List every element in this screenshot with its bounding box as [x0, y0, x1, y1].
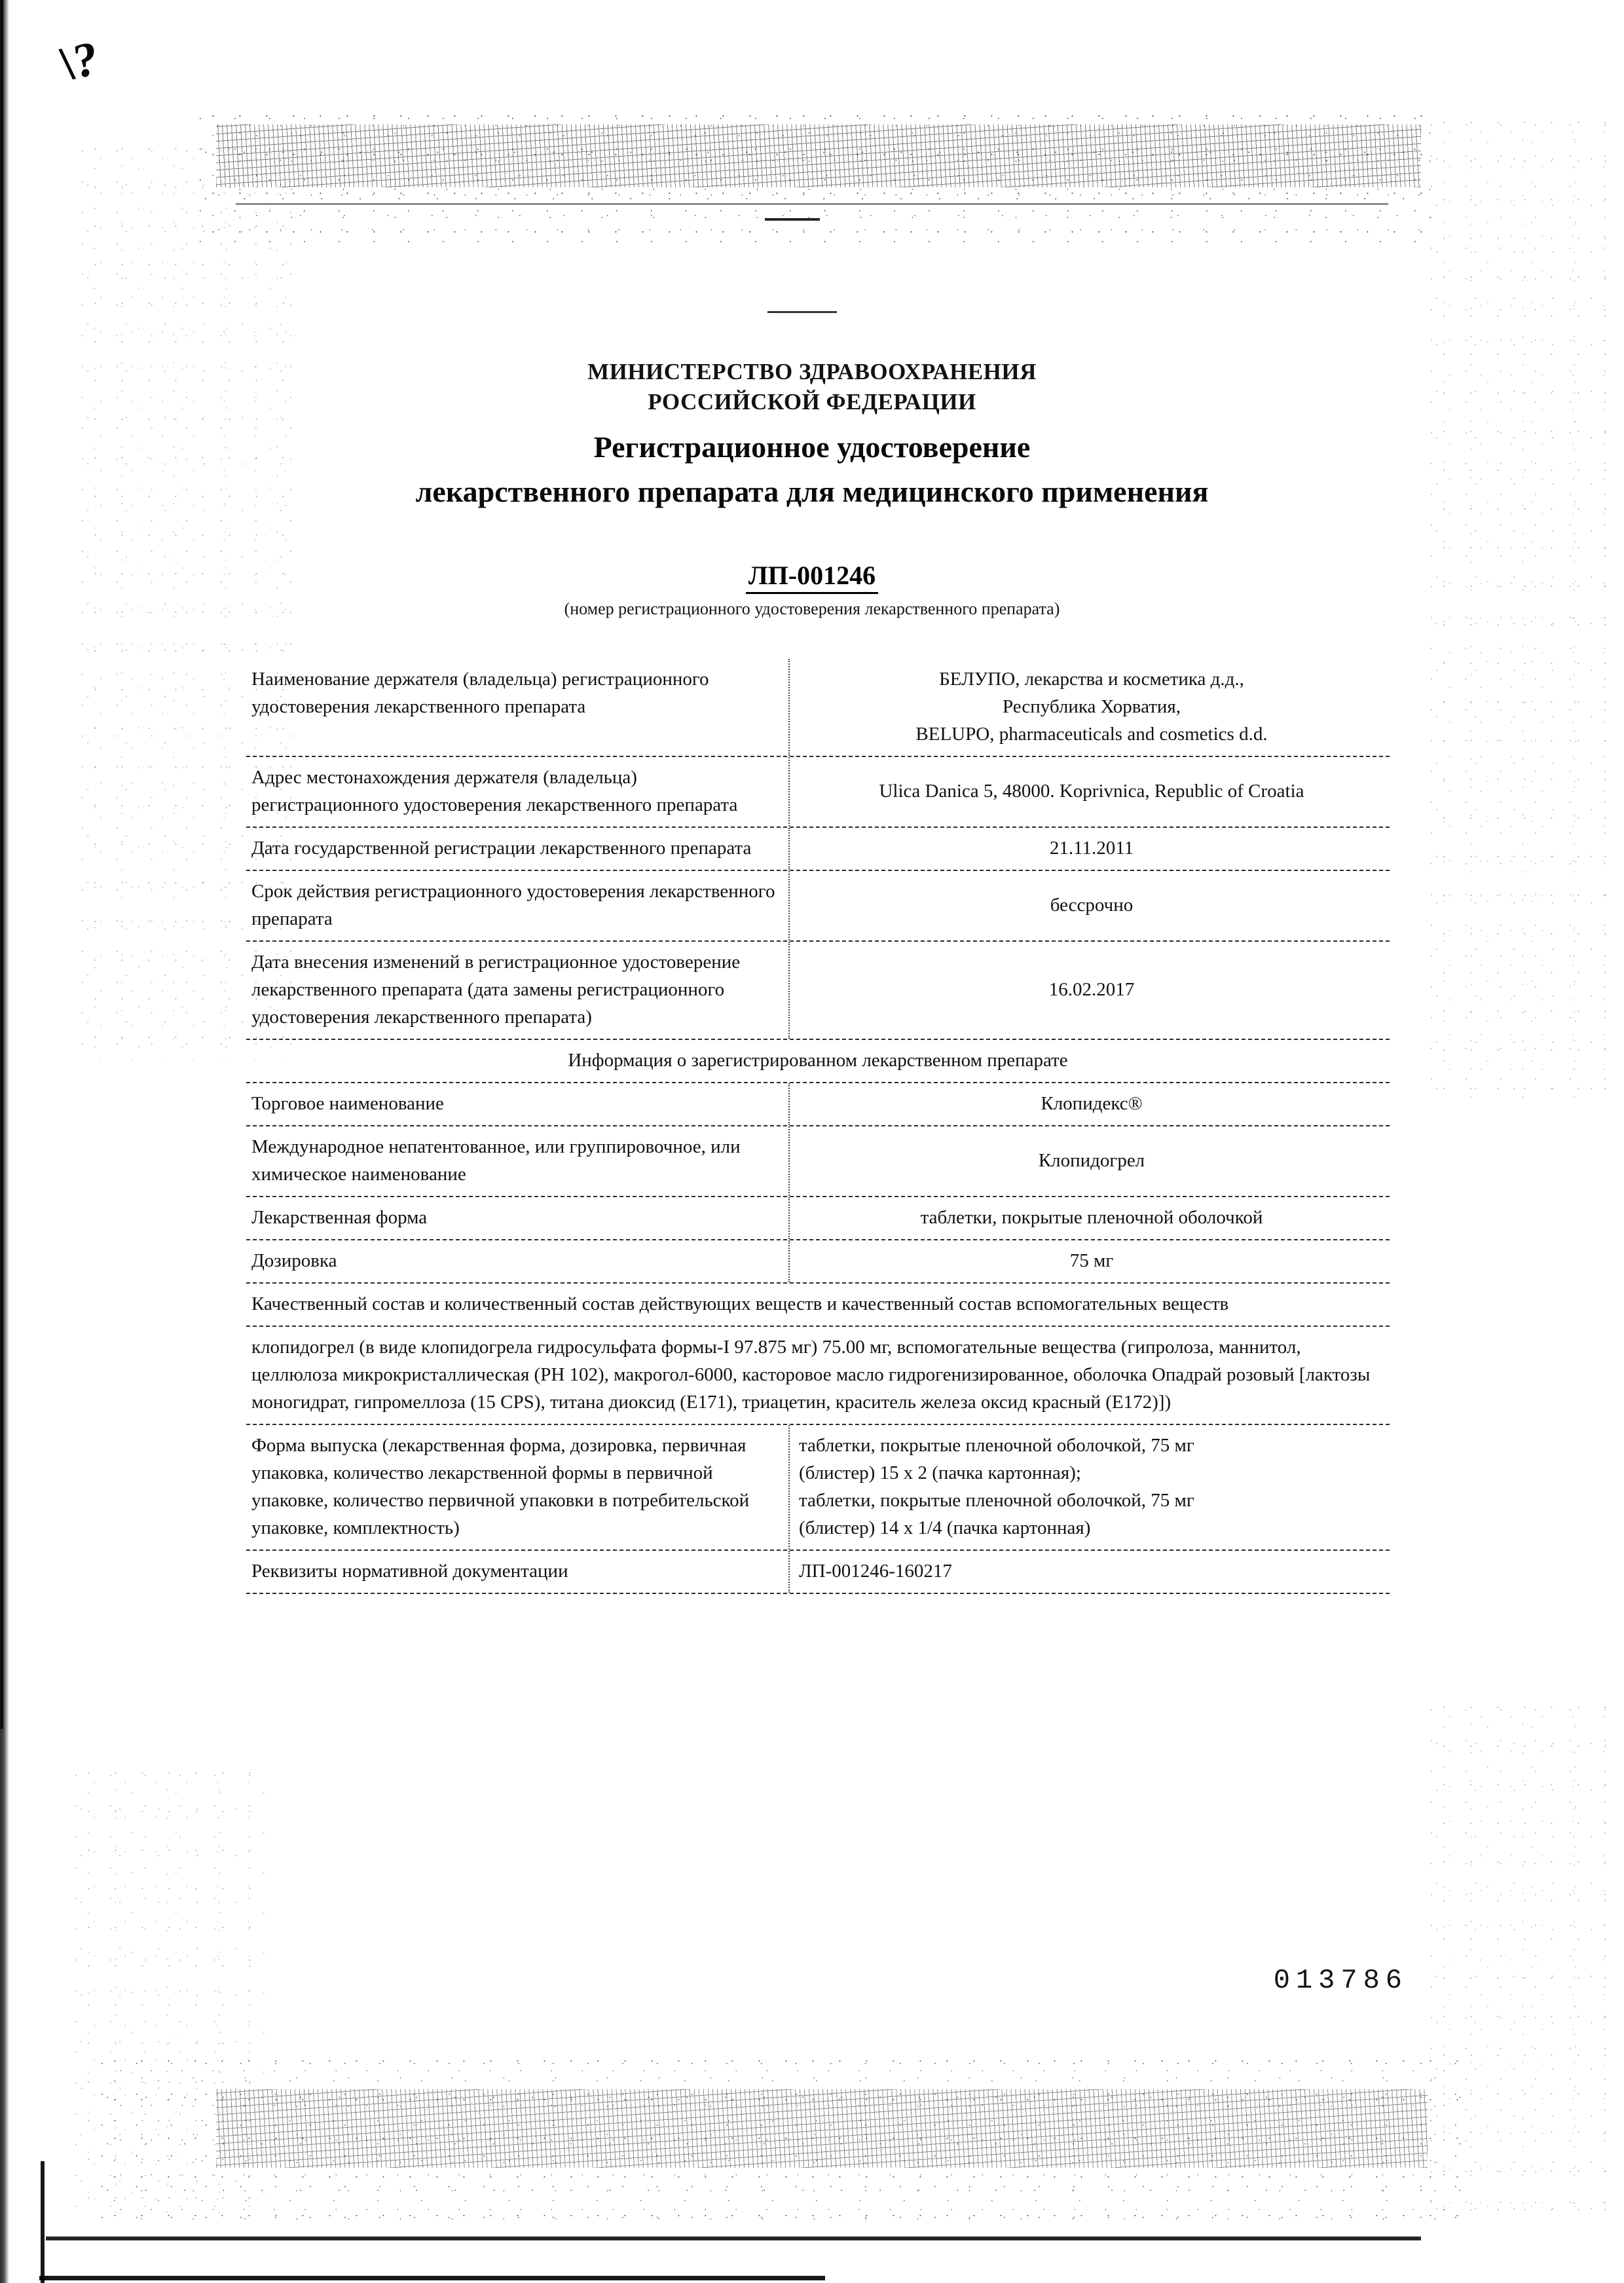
emblem-remnant-bottom [767, 311, 837, 313]
scan-rule-bottom-2 [39, 2276, 825, 2280]
scan-speckle-top [196, 111, 1441, 242]
registration-number-value: ЛП-001246 [746, 561, 878, 594]
row-label: Дата внесения изменений в регистрационное удостоверение лекарственного препарата (дата замены регистрационного удостоверения лекарственного препарата) [251, 952, 741, 1028]
row-value: 16.02.2017 [788, 942, 1390, 1039]
ministry-line-2: РОССИЙСКОЙ ФЕДЕРАЦИИ [648, 389, 976, 415]
ministry-line-1: МИНИСТЕРСТВО ЗДРАВООХРАНЕНИЯ [587, 359, 1037, 384]
row-value: 75 мг [788, 1240, 1390, 1282]
table-row-holder-address [246, 757, 1390, 828]
holder-country-ru: Республика Хорватия, [1003, 696, 1181, 717]
registration-number-caption: (номер регистрационного удостоверения лекарственного препарата) [564, 599, 1060, 618]
row-value: Клопидогрел [788, 1126, 1390, 1196]
row-label: Дата государственной регистрации лекарственного препарата [251, 838, 752, 859]
scan-left-tick-bottom [41, 2161, 45, 2283]
table-row-strength [246, 1240, 1390, 1284]
row-label: Реквизиты нормативной документации [251, 1561, 568, 1582]
table-row-dosage-form [246, 1197, 1390, 1240]
scan-noise-band-bottom [216, 2089, 1428, 2168]
table-row-package-form [246, 1425, 1390, 1551]
row-value: 21.11.2011 [788, 828, 1390, 870]
row-label: Торговое наименование [251, 1093, 444, 1114]
handwritten-mark: \? [58, 31, 101, 92]
scan-rule-top [236, 203, 1388, 205]
table-row-composition-text [246, 1327, 1390, 1425]
row-value: Ulica Danica 5, 48000. Koprivnica, Republic of Croatia [788, 757, 1390, 826]
scan-rule-bottom [46, 2237, 1421, 2240]
registration-number [0, 560, 1624, 591]
table-row-composition-heading [246, 1284, 1390, 1327]
row-label: Наименование держателя (владельца) регистрационного удостоверения лекарственного препарата [251, 669, 709, 717]
table-row-inn [246, 1126, 1390, 1197]
row-value [788, 659, 1390, 756]
scan-speckle-lower-right [1428, 1703, 1611, 2227]
row-value: Клопидекс® [788, 1083, 1390, 1125]
row-label: Форма выпуска (лекарственная форма, дозировка, первичная упаковка, количество лекарственной формы в первичной упаковке, количество первичной упаковки в потребительской упаковке, комплектность) [251, 1435, 750, 1538]
section-heading: Информация о зарегистрированном лекарственном препарате [568, 1050, 1068, 1071]
row-value: таблетки, покрытые пленочной оболочкой [788, 1197, 1390, 1239]
registration-details-table [246, 659, 1390, 1594]
package-line-1: таблетки, покрытые пленочной оболочкой, 75 мг [799, 1435, 1194, 1456]
table-row-validity-period [246, 871, 1390, 942]
row-value: бессрочно [788, 871, 1390, 940]
row-label: Дозировка [251, 1250, 337, 1271]
table-row-normative-docs [246, 1551, 1390, 1594]
scan-speckle-lower-left [72, 1768, 268, 2227]
scan-noise-band-top [216, 124, 1421, 187]
table-row-amendment-date [246, 942, 1390, 1040]
row-value [788, 1425, 1390, 1550]
certificate-title-line-2: лекарственного препарата для медицинского применения [415, 475, 1209, 508]
certificate-title-line-1: Регистрационное удостоверение [593, 430, 1031, 464]
document-serial-number: 013786 [1273, 1965, 1408, 1996]
scan-left-edge-bar [0, 0, 3, 1729]
row-label: Адрес местонахождения держателя (владельца) регистрационного удостоверения лекарственного препарата [251, 767, 738, 815]
table-row-registration-date [246, 828, 1390, 871]
composition-heading: Качественный состав и количественный состав действующих веществ и качественный состав вспомогательных веществ [251, 1293, 1229, 1314]
table-row-holder-name [246, 659, 1390, 757]
composition-text: клопидогрел (в виде клопидогрела гидросульфата формы-I 97.875 мг) 75.00 мг, вспомогательные вещества (гипролоза, маннитол, целлюлоза микрокристаллическая (PH 102), макрогол-6000, касторовое масло гидрогенизированное, оболочка Опадрай розовый [лактозы моногидрат, гипромеллоза (15 CPS), титана диоксид (Е171), триацетин, краситель железа оксид красный (Е172)]) [251, 1337, 1371, 1413]
package-line-2: (блистер) 15 х 2 (пачка картонная); [799, 1462, 1081, 1483]
table-row-trade-name [246, 1083, 1390, 1126]
emblem-remnant-top [765, 218, 820, 221]
package-line-4: (блистер) 14 х 1/4 (пачка картонная) [799, 1517, 1091, 1538]
holder-name-ru: БЕЛУПО, лекарства и косметика д.д., [939, 669, 1244, 690]
row-label: Срок действия регистрационного удостоверения лекарственного препарата [251, 881, 775, 929]
row-value: ЛП-001246-160217 [788, 1551, 1390, 1593]
scan-speckle-bottom [98, 2056, 1473, 2227]
holder-name-en: BELUPO, pharmaceuticals and cosmetics d.d. [915, 724, 1268, 745]
row-label: Лекарственная форма [251, 1207, 428, 1228]
package-line-3: таблетки, покрытые пленочной оболочкой, 75 мг [799, 1490, 1194, 1511]
row-label: Международное непатентованное, или группировочное, или химическое наименование [251, 1136, 741, 1185]
table-row-section-heading [246, 1040, 1390, 1083]
